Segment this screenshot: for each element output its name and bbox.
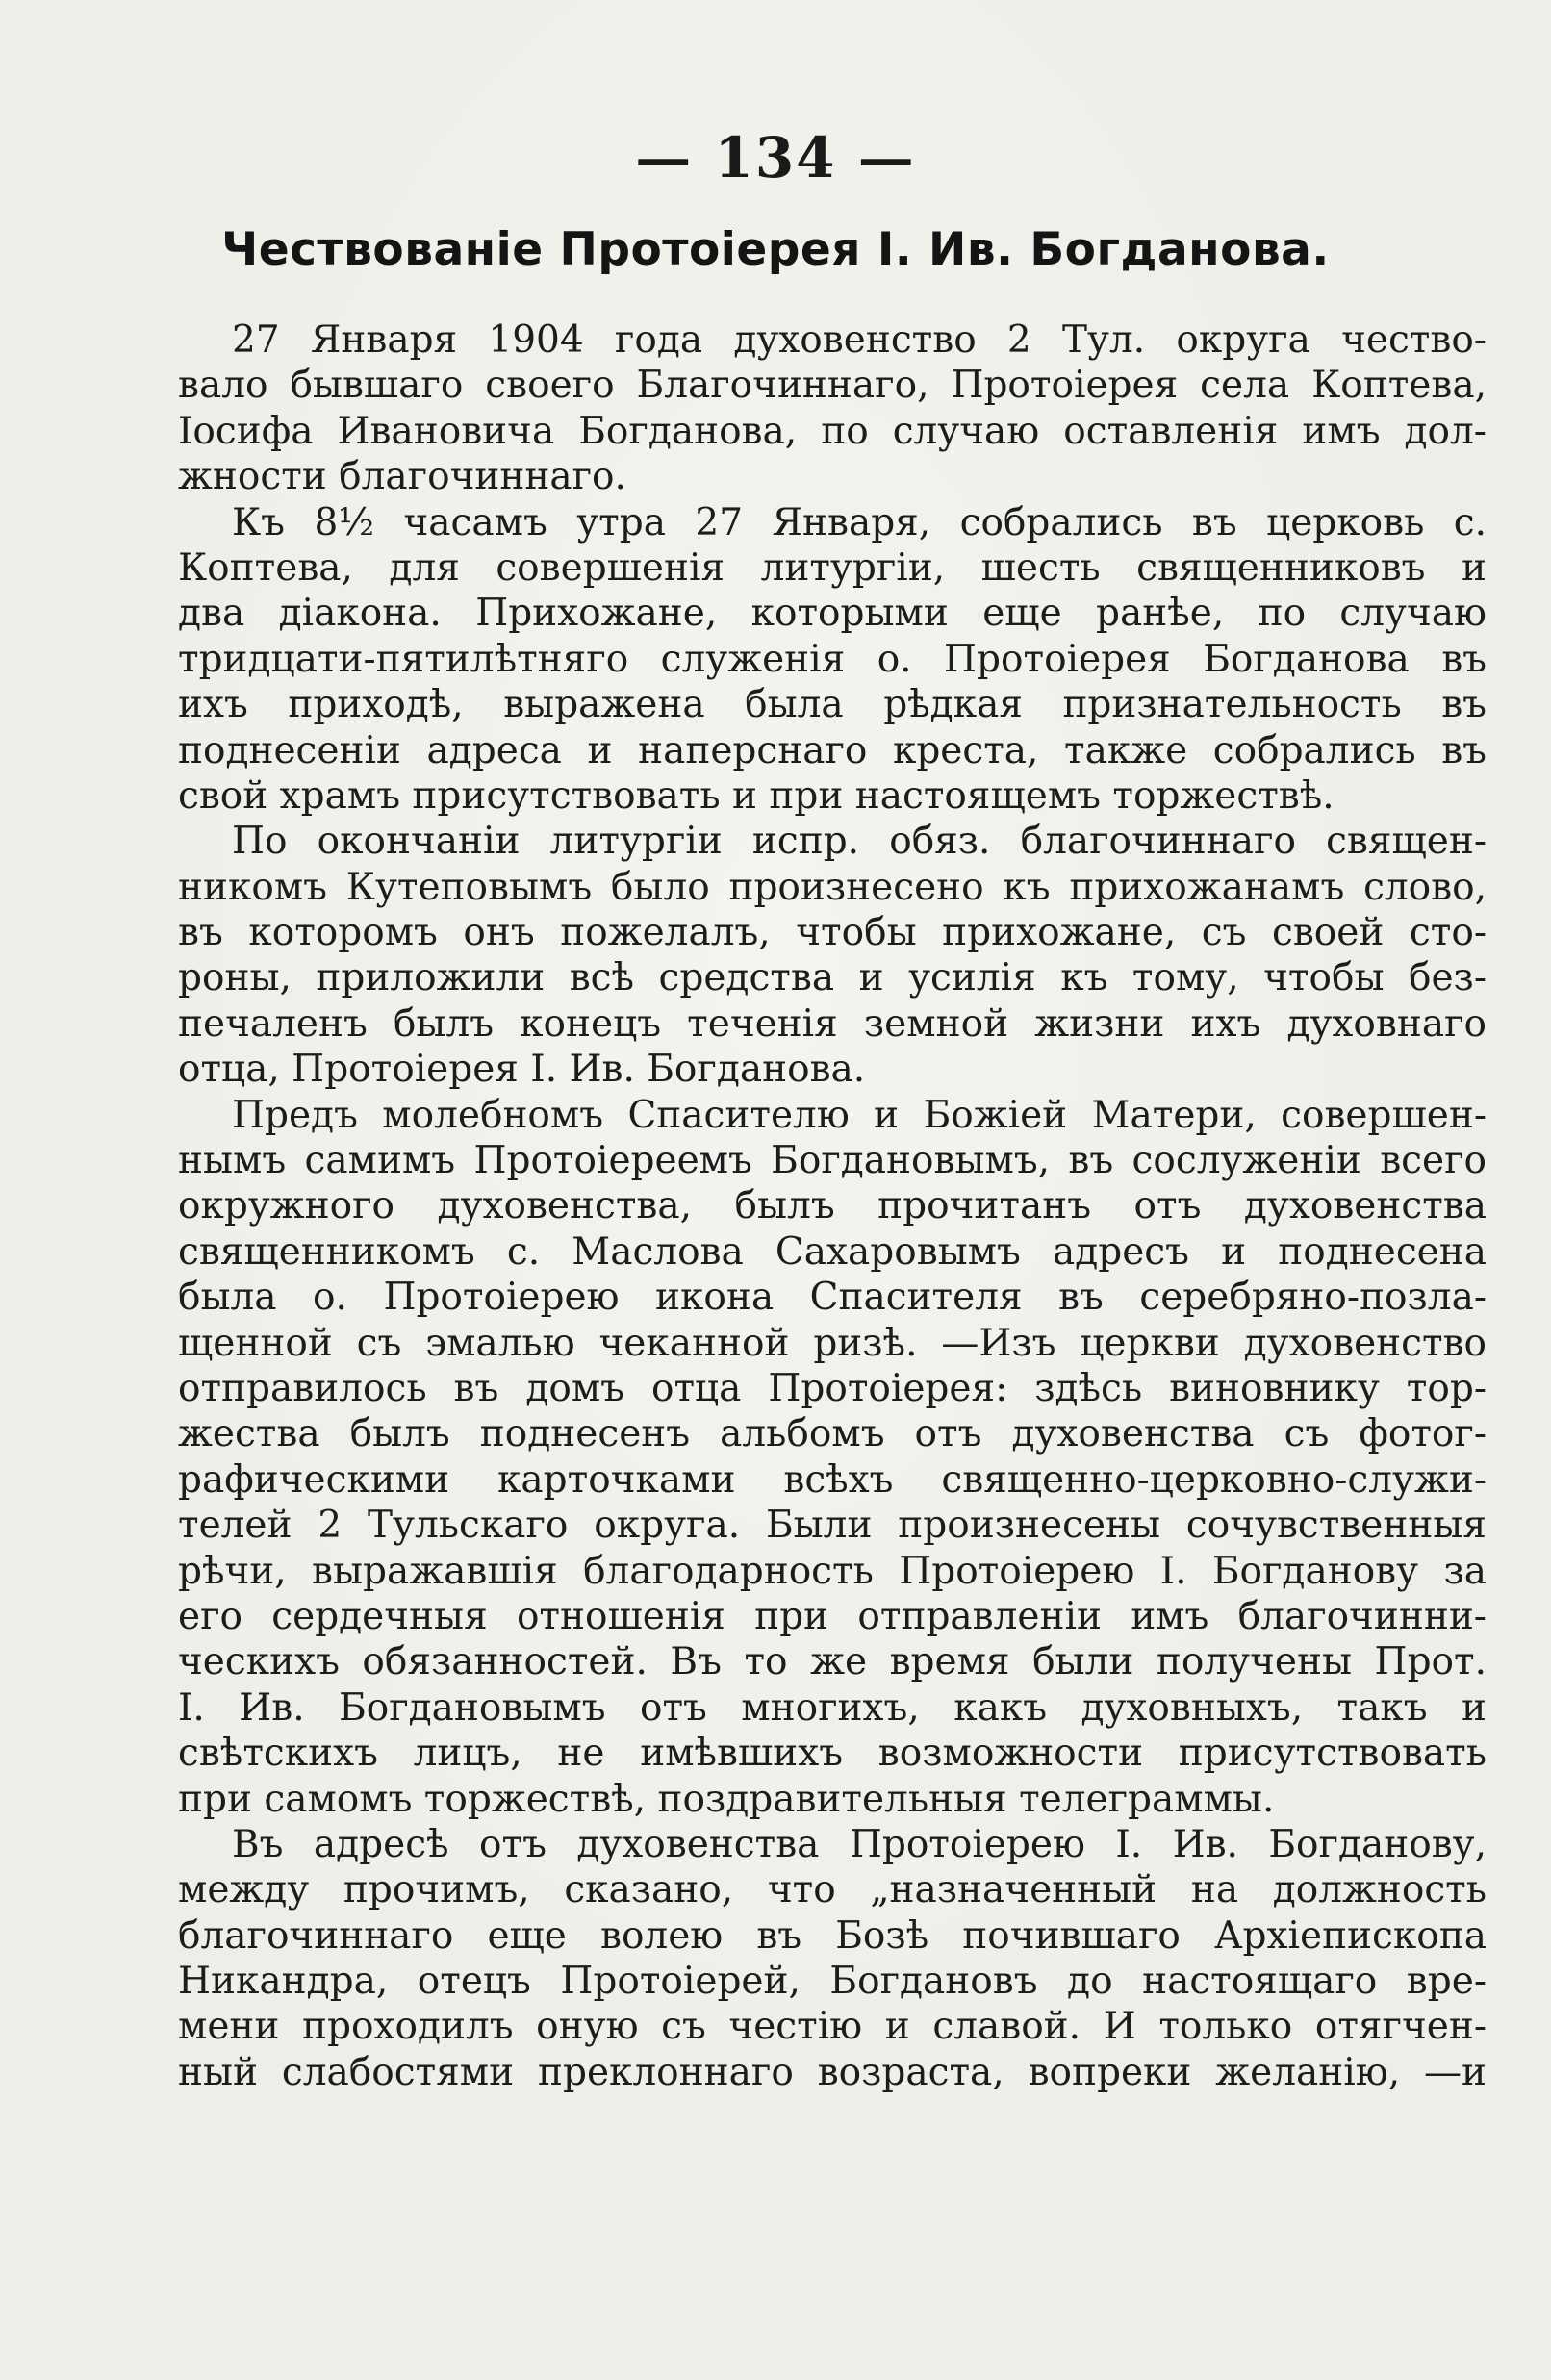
text-line: Іосифа Ивановича Богданова, по случаю оставленія имъ дол-: [178, 409, 1487, 453]
text-line: печаленъ былъ конецъ теченія земной жизни ихъ духовнаго: [178, 1001, 1487, 1046]
text-line: вало бывшаго своего Благочиннаго, Протоіерея села Коптева,: [178, 364, 1487, 408]
article-heading: Чествованіе Протоіерея I. Ив. Богданова.: [221, 223, 1330, 276]
page-number: — 134 —: [635, 125, 916, 190]
text-line: Предъ молебномъ Спасителю и Божіей Матери, совершен-: [232, 1093, 1487, 1137]
text-line: отца, Протоіерея I. Ив. Богданова.: [178, 1048, 866, 1092]
text-line: поднесеніи адреса и наперснаго креста, также собрались въ: [178, 728, 1487, 772]
text-line: ихъ приходѣ, выражена была рѣдкая признательность въ: [178, 683, 1487, 727]
text-line: телей 2 Тульскаго округа. Были произнесены сочувственныя: [178, 1504, 1487, 1548]
text-line: 27 Января 1904 года духовенство 2 Тул. округа чество-: [232, 318, 1487, 362]
paragraph-5: [178, 1822, 1487, 2095]
text-line: жества былъ поднесенъ альбомъ отъ духовенства съ фотог-: [178, 1412, 1487, 1456]
text-line: Никандра, отецъ Протоіерей, Богдановъ до настоящаго вре-: [178, 1960, 1487, 2004]
text-line: свой храмъ присутствовать и при настоящемъ торжествѣ.: [178, 773, 1335, 818]
article-body: [178, 317, 1487, 2095]
text-line: при самомъ торжествѣ, поздравительныя телеграммы.: [178, 1777, 1275, 1821]
text-line: свѣтскихъ лицъ, не имѣвшихъ возможности присутствовать: [178, 1732, 1487, 1776]
text-line: ный слабостями преклоннаго возраста, вопреки желанію, —и: [178, 2050, 1487, 2094]
text-line: рѣчи, выражавшія благодарность Протоіерею I. Богданову за: [178, 1549, 1487, 1593]
text-line: священникомъ с. Маслова Сахаровымъ адресъ и поднесена: [178, 1229, 1487, 1274]
paragraph-3: [178, 819, 1487, 1092]
text-line: нымъ самимъ Протоіереемъ Богдановымъ, въ сослуженіи всего: [178, 1139, 1487, 1183]
text-line: ческихъ обязанностей. Въ то же время были получены Прот.: [178, 1640, 1487, 1684]
text-line: Къ 8½ часамъ утра 27 Января, собрались въ церковь с.: [232, 500, 1487, 544]
text-line: роны, приложили всѣ средства и усилія къ тому, чтобы без-: [178, 956, 1487, 1000]
text-line: отправилось въ домъ отца Протоіерея: здѣсь виновнику тор-: [178, 1366, 1487, 1410]
text-line: По окончаніи литургіи испр. обяз. благочиннаго священ-: [232, 820, 1487, 864]
text-line: никомъ Кутеповымъ было произнесено къ прихожанамъ слово,: [178, 865, 1487, 909]
text-line: въ которомъ онъ пожелалъ, чтобы прихожане, съ своей сто-: [178, 911, 1487, 955]
text-line: жности благочиннаго.: [178, 455, 626, 499]
text-line: между прочимъ, сказано, что „назначенный на должность: [178, 1868, 1487, 1912]
text-line: мени проходилъ оную съ честію и славой. И только отягчен-: [178, 2005, 1487, 2049]
text-line: была о. Протоіерею икона Спасителя въ серебряно-позла-: [178, 1276, 1487, 1320]
paragraph-4: [178, 1093, 1487, 1822]
paragraph-1: [178, 317, 1487, 500]
text-line: два діакона. Прихожане, которыми еще ранѣе, по случаю: [178, 592, 1487, 636]
text-line: его сердечныя отношенія при отправленіи имъ благочинни-: [178, 1594, 1487, 1638]
text-line: рафическими карточками всѣхъ священно-церковно-служи-: [178, 1457, 1487, 1502]
text-line: Въ адресѣ отъ духовенства Протоіерею I. Ив. Богданову,: [232, 1822, 1487, 1866]
text-line: благочиннаго еще волею въ Бозѣ почившаго Архіепископа: [178, 1913, 1487, 1958]
text-line: I. Ив. Богдановымъ отъ многихъ, какъ духовныхъ, такъ и: [178, 1685, 1487, 1730]
text-line: тридцати-пятилѣтняго служенія о. Протоіерея Богданова въ: [178, 637, 1487, 681]
text-line: Коптева, для совершенія литургіи, шесть священниковъ и: [178, 545, 1487, 590]
paragraph-2: [178, 500, 1487, 820]
text-line: щенной съ эмалью чеканной ризѣ. —Изъ церкви духовенство: [178, 1321, 1487, 1365]
text-line: окружного духовенства, былъ прочитанъ отъ духовенства: [178, 1184, 1487, 1228]
